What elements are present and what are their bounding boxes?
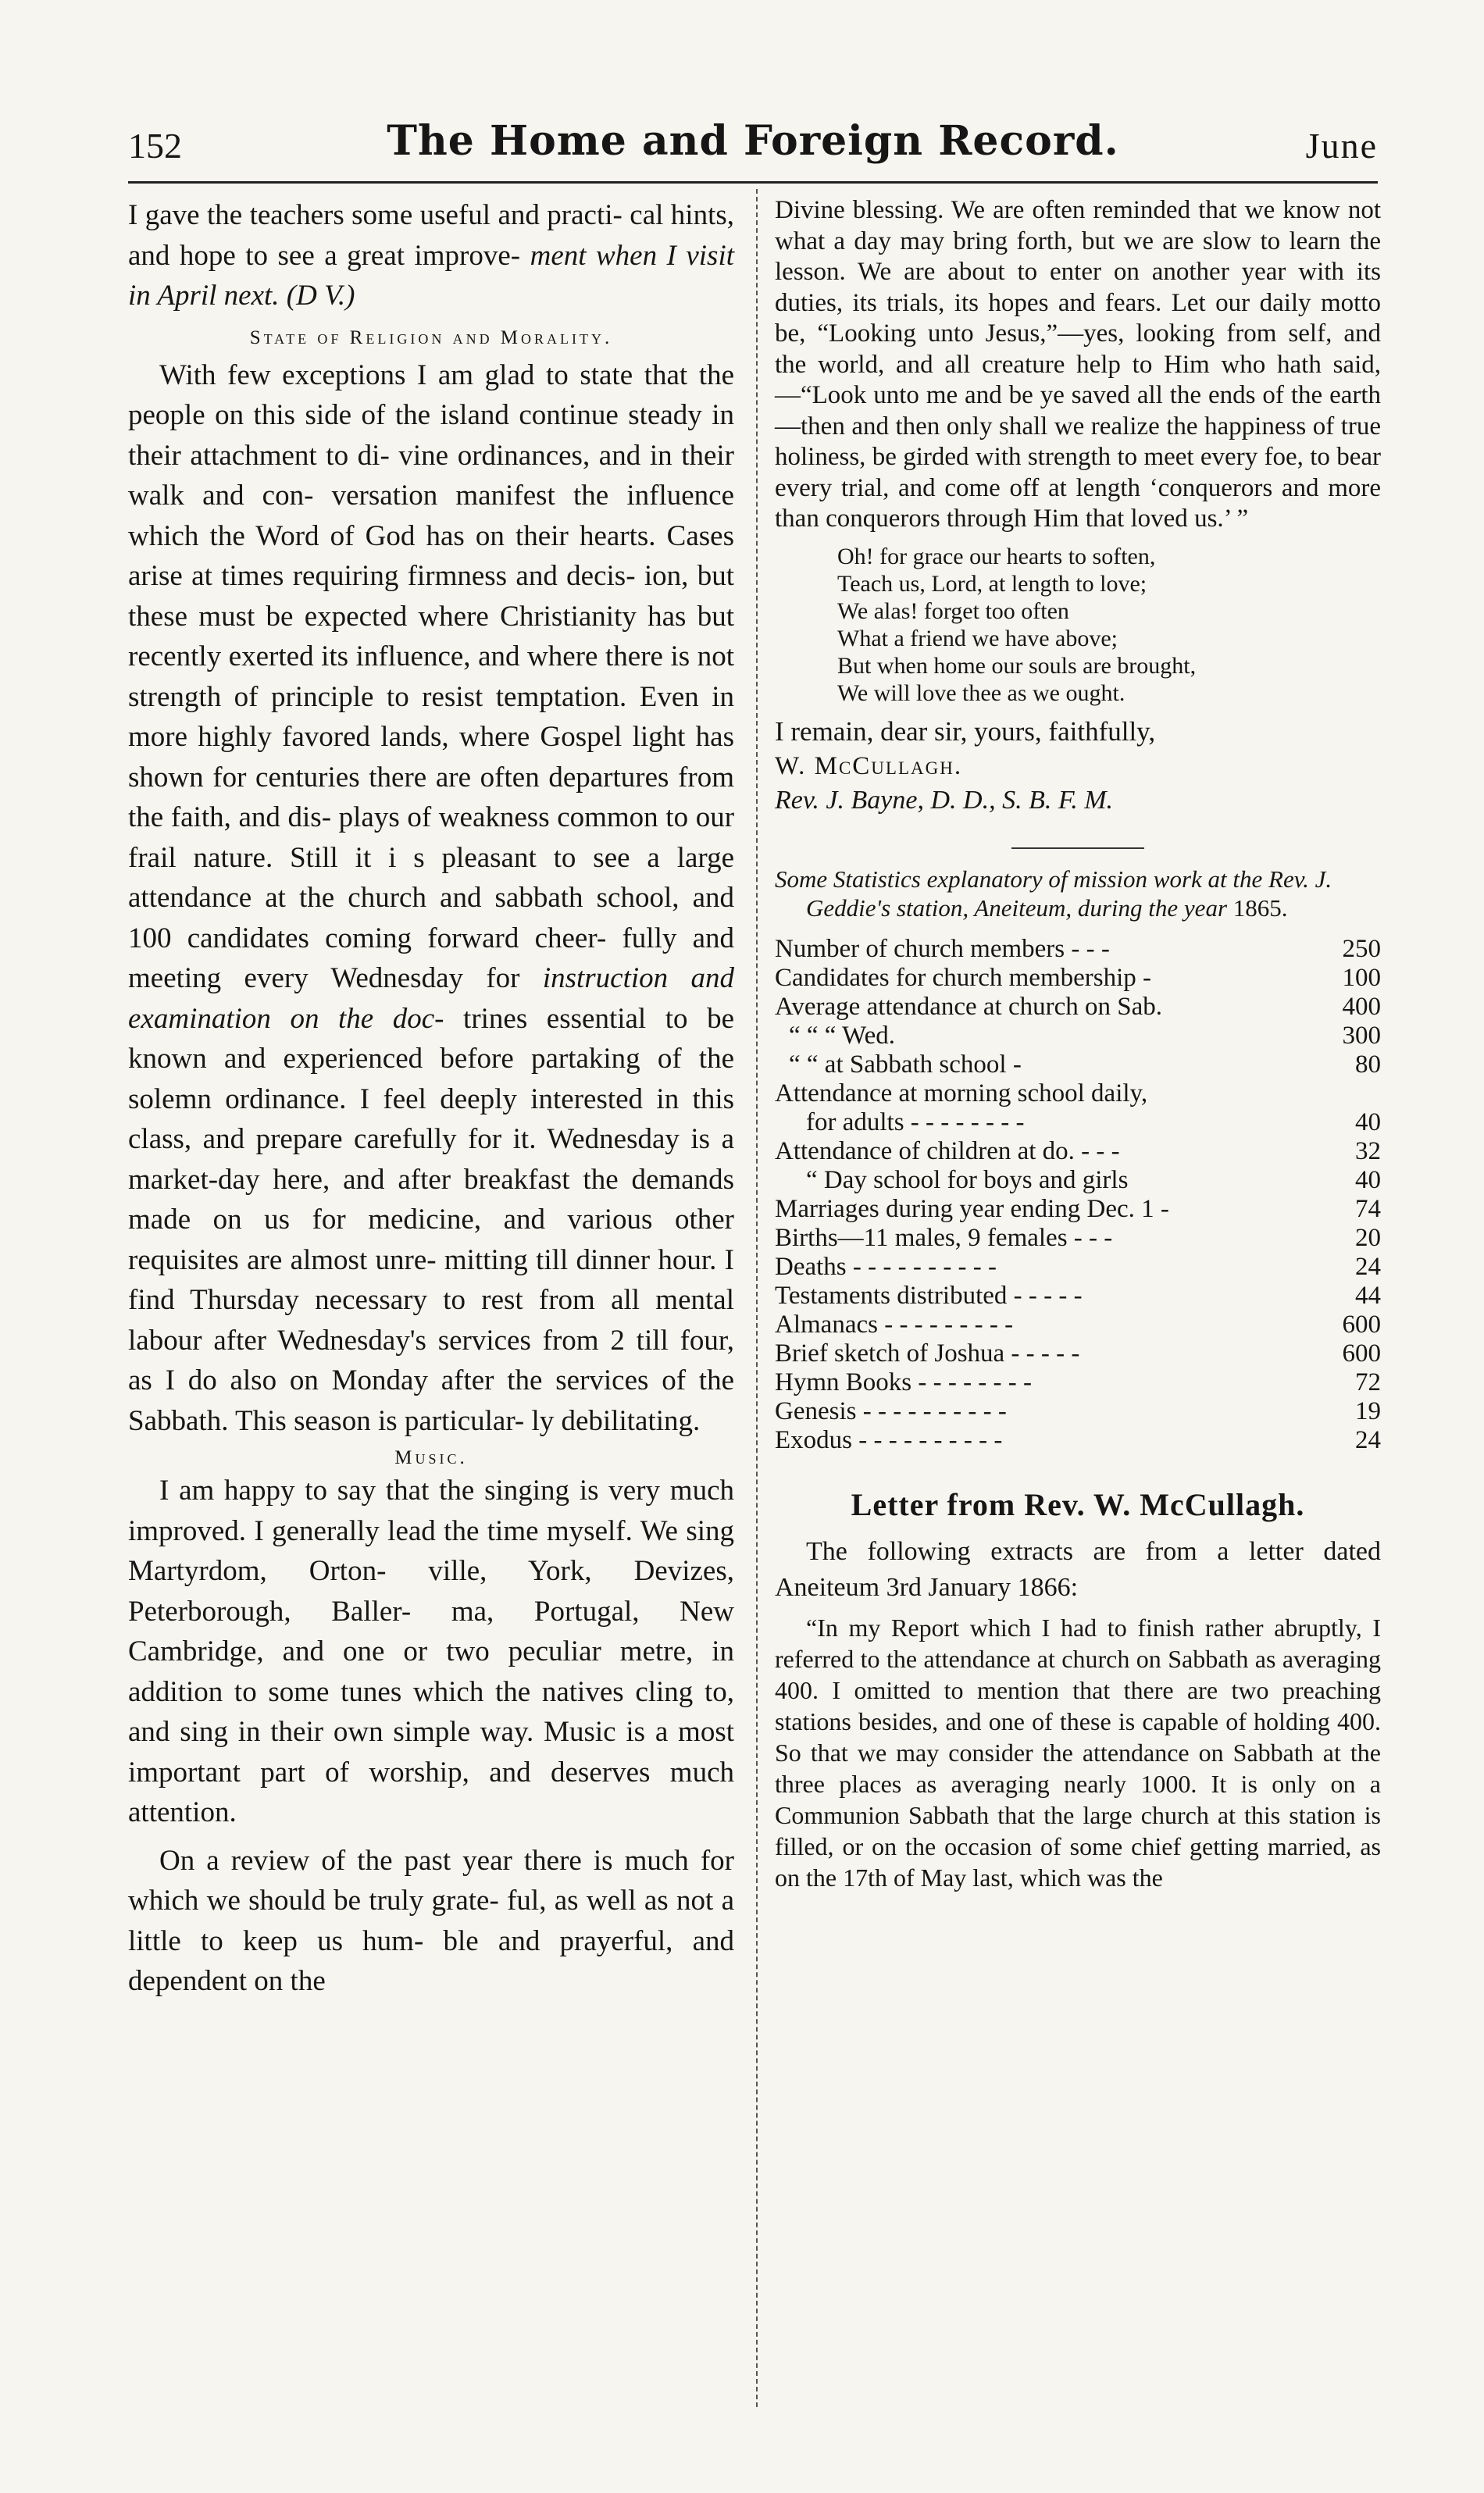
text-line: true holiness, be girded with strength to: [775, 412, 1382, 471]
hymn-verse: [837, 543, 1381, 707]
signature: W. McCullagh.: [775, 751, 963, 780]
stats-value: 72: [1355, 1368, 1381, 1396]
verse-line: We will love thee as we ought.: [837, 679, 1125, 706]
text-line: time myself. We sing Martyrdom, Orton-: [128, 1514, 735, 1587]
paragraph-religion: [128, 355, 734, 1442]
text-line: that we know not what a day may bring: [775, 196, 1382, 255]
text-line: I gave the teachers some useful and practi-: [128, 199, 622, 231]
stats-row: [775, 1339, 1381, 1368]
paragraph-teachers: [128, 195, 734, 316]
text-line: mitting till dinner hour. I find Thursday: [128, 1243, 734, 1316]
stats-value: 32: [1355, 1136, 1381, 1165]
text-line: Let our daily motto be, “Looking unto: [775, 288, 1381, 348]
stats-value: 40: [1355, 1107, 1381, 1136]
text-line: With few exceptions I am glad to state: [159, 358, 633, 391]
statistics-table: [775, 935, 1381, 1455]
paragraph-blessing: [775, 195, 1381, 535]
text-line: ment when I visit in April next. (D V.): [128, 239, 734, 312]
stats-row: [775, 1195, 1381, 1224]
stats-value: 20: [1355, 1223, 1381, 1252]
text-line: plays of weakness common to our frail: [128, 801, 735, 874]
text-line: light has shown for centuries there are: [128, 721, 734, 794]
paragraph-review: [128, 1841, 734, 2002]
stats-value: 600: [1342, 1339, 1381, 1368]
stats-label: Births—11 males, 9 females - - -: [775, 1223, 1113, 1252]
stats-label: Marriages during year ending Dec. 1 -: [775, 1194, 1169, 1223]
stats-label: Hymn Books - - - - - - - -: [775, 1368, 1033, 1396]
stats-row: [775, 1282, 1381, 1311]
text-line: two peculiar metre, in addition to some: [128, 1635, 735, 1708]
heading-religion: State of Religion and Morality.: [249, 326, 613, 348]
text-line: important part of worship, and deserves: [128, 1756, 651, 1789]
stats-row: [775, 1166, 1381, 1195]
stats-value: 250: [1342, 934, 1381, 963]
text-line: Divine blessing. We are often reminded: [775, 196, 1191, 224]
text-line: hath said,—“Look unto me and be ye: [775, 350, 1381, 409]
stats-label: Brief sketch of Joshua - - - - -: [775, 1339, 1080, 1368]
text-line: than conquerors through Him that loved: [775, 505, 1188, 533]
right-column: [775, 195, 1381, 1893]
text-line: fully and meeting every Wednesday for: [128, 922, 735, 994]
text-line: much attention.: [128, 1756, 734, 1828]
text-line: in their own simple way. Music is a most: [237, 1716, 735, 1748]
stats-row: [775, 1050, 1381, 1079]
text-line: saved all the ends of the earth—then and: [775, 381, 1382, 440]
addressee: Rev. J. Bayne, D. D., S. B. F. M.: [775, 785, 1114, 815]
letter-closing: I remain, dear sir, yours, faithfully,: [775, 715, 1156, 747]
text-line: demands made on us for medicine, and: [128, 1163, 735, 1236]
text-line: very much improved. I generally lead the: [128, 1475, 735, 1547]
stats-row: [775, 1253, 1381, 1282]
text-line: before partaking of the solemn ordinance.: [128, 1043, 734, 1115]
text-line: market-day here, and after breakfast the: [128, 1163, 619, 1196]
text-line: continue steady in their attachment to di-: [128, 399, 734, 472]
text-line: trines essential to be known and experienced: [128, 1002, 734, 1075]
text-line: tunes which the natives cling to, and sing: [128, 1675, 734, 1748]
stats-value: 300: [1342, 1021, 1381, 1050]
text-line: ma, Portugal, New Cambridge, and one or: [128, 1595, 735, 1667]
stats-row: [775, 993, 1381, 1022]
text-line: ville, York, Devizes, Peterborough, Baller-: [128, 1555, 734, 1628]
text-line: that the people on this side of the island: [128, 358, 735, 431]
text-line: world, and all creature help to Him who: [818, 350, 1266, 379]
stats-row: [775, 1397, 1381, 1426]
text-line: necessary to rest from all mental labour: [128, 1284, 734, 1357]
stats-value: 100: [1342, 963, 1381, 992]
letter-body: “In my Report which I had to finish rather abruptly, I referred to the attendance at church on Sabbath as averaging 400. I omitted to mention that there are two preaching stations besides, and one of these is capable of holding 400. So that we may consider the attendance on Sabbath at the three places as averaging nearly 1000. It is only on a Communion Sabbath that the large church at this station is filled, or on the occasion of some chief getting married, as on the 17th of May last, which was the: [775, 1613, 1381, 1892]
text-line: versation manifest the influence which the: [128, 480, 734, 552]
text-line: of principle to resist temptation. Even in: [234, 680, 734, 713]
stats-value: 74: [1355, 1194, 1381, 1223]
stats-caption: [775, 865, 1381, 922]
stats-value: 80: [1355, 1050, 1381, 1079]
text-line: ly debilitating.: [531, 1404, 701, 1437]
text-line: meet every foe, to bear every trial, and: [775, 443, 1381, 502]
stats-row: [775, 1108, 1381, 1137]
text-line: Jesus,”—yes, looking from self, and the: [775, 319, 1381, 379]
text-line: instruction and examination on the doc-: [128, 962, 735, 1035]
stats-label: Number of church members - - -: [775, 934, 1110, 963]
stats-row: [775, 1079, 1381, 1108]
text-line: I feel deeply interested in this class, and: [128, 1082, 735, 1155]
stats-label: Deaths - - - - - - - - - -: [775, 1252, 997, 1281]
page-header: [128, 117, 1378, 180]
journal-title: The Home and Foreign Record.: [387, 117, 1119, 165]
column-divider: [756, 189, 758, 2407]
stats-value: 400: [1342, 992, 1381, 1021]
text-line: Word of God has on their hearts. Cases: [255, 519, 734, 552]
issue-month: June: [1305, 126, 1378, 166]
verse-line: Teach us, Lord, at length to love;: [837, 570, 1147, 597]
stats-row: [775, 1368, 1381, 1397]
text-line: then only shall we realize the happiness of: [895, 412, 1335, 440]
stats-row: [775, 1137, 1381, 1166]
stats-label: “ Day school for boys and girls: [806, 1165, 1129, 1194]
stats-value: 44: [1355, 1281, 1381, 1310]
text-line: as I do also on Monday after the services: [128, 1364, 649, 1396]
letter-intro: The following extracts are from a letter dated Aneiteum 3rd January 1866:: [775, 1536, 1381, 1602]
stats-label: Almanacs - - - - - - - - -: [775, 1310, 1014, 1339]
verse-line: We alas! forget too often: [837, 597, 1069, 624]
text-line: various other requisites are almost unre-: [128, 1204, 734, 1276]
text-line: its duties, its trials, its hopes and fears.: [775, 258, 1381, 317]
text-line: ful, as well as not a little to keep us hum-: [128, 1885, 734, 1957]
stats-label: for adults - - - - - - - -: [806, 1107, 1025, 1136]
stats-label: “ “ “ Wed.: [789, 1021, 895, 1050]
text-line: of the Sabbath. This season is particular-: [128, 1364, 735, 1437]
left-column: [128, 195, 734, 2002]
stats-year: 1865.: [1233, 893, 1288, 922]
stats-row: [775, 935, 1381, 964]
text-line: attendance at the church and sabbath school,: [128, 882, 680, 914]
header-rule: [128, 181, 1378, 184]
text-line: nature. Still it i s pleasant to see a large: [193, 841, 734, 874]
text-line: vine ordinances, and in their walk and con-: [128, 439, 734, 512]
verse-line: What a friend we have above;: [837, 625, 1118, 651]
stats-row: [775, 1426, 1381, 1455]
text-line: much for which we should be truly grate-: [128, 1844, 734, 1917]
text-line: us.’ ”: [1194, 505, 1249, 533]
stats-row: [775, 1311, 1381, 1339]
text-line: and 100 candidates coming forward cheer-: [128, 882, 734, 954]
text-line: prepare carefully for it. Wednesday is a: [255, 1123, 734, 1155]
stats-label: “ “ at Sabbath school -: [789, 1050, 1022, 1079]
heading-music: Music.: [394, 1447, 468, 1468]
text-line: ble and prayerful, and dependent on the: [128, 1924, 735, 1997]
stats-caption-text: Some Statistics explanatory of mission work at the Rev. J. Geddie's station, Aneiteum, during the year: [775, 865, 1332, 922]
text-line: more highly favored lands, where Gospel: [128, 721, 622, 753]
stats-label: Testaments distributed - - - - -: [775, 1281, 1083, 1310]
text-line: come off at length ‘conquerors and more: [944, 473, 1382, 502]
verse-line: Oh! for grace our hearts to soften,: [837, 543, 1156, 569]
text-line: On a review of the past year there is: [159, 1844, 613, 1877]
text-line: Christianity has but recently exerted its: [128, 600, 735, 672]
text-line: cal hints, and hope to see a great improve-: [128, 199, 734, 272]
page-number: 152: [128, 126, 182, 166]
stats-value: 600: [1342, 1310, 1381, 1339]
stats-row: [775, 1224, 1381, 1253]
verse-line: But when home our souls are brought,: [837, 652, 1197, 679]
stats-value: 24: [1355, 1425, 1381, 1454]
text-line: after Wednesday's services from 2 till four,: [213, 1324, 734, 1357]
stats-value: 40: [1355, 1165, 1381, 1194]
stats-label: Candidates for church membership -: [775, 963, 1152, 992]
stats-value: [1326, 1079, 1381, 1108]
stats-label: Exodus - - - - - - - - - -: [775, 1425, 1003, 1454]
stats-label: Average attendance at church on Sab.: [775, 992, 1162, 1021]
paragraph-music: [128, 1471, 734, 1833]
text-line: arise at times requiring firmness and decis-: [128, 560, 636, 592]
text-line: forth, but we are slow to learn the lesson.: [775, 226, 1382, 286]
stats-label: Attendance at morning school daily,: [775, 1079, 1148, 1107]
letter-title: Letter from Rev. W. McCullagh.: [851, 1486, 1305, 1522]
stats-label: Genesis - - - - - - - - - -: [775, 1396, 1007, 1425]
text-line: influence, and where there is not strength: [128, 640, 734, 713]
stats-row: [775, 1022, 1381, 1050]
text-line: We are about to enter on another year with: [858, 258, 1344, 286]
stats-label: Attendance of children at do. - - -: [775, 1136, 1120, 1165]
section-rule: [1011, 847, 1144, 849]
text-line: often departures from the faith, and dis-: [128, 761, 735, 833]
stats-value: 19: [1355, 1396, 1381, 1425]
text-line: ion, but these must be expected where: [128, 560, 735, 633]
stats-row: [775, 964, 1381, 993]
stats-value: 24: [1355, 1252, 1381, 1281]
text-line: I am happy to say that the singing is: [159, 1475, 599, 1507]
